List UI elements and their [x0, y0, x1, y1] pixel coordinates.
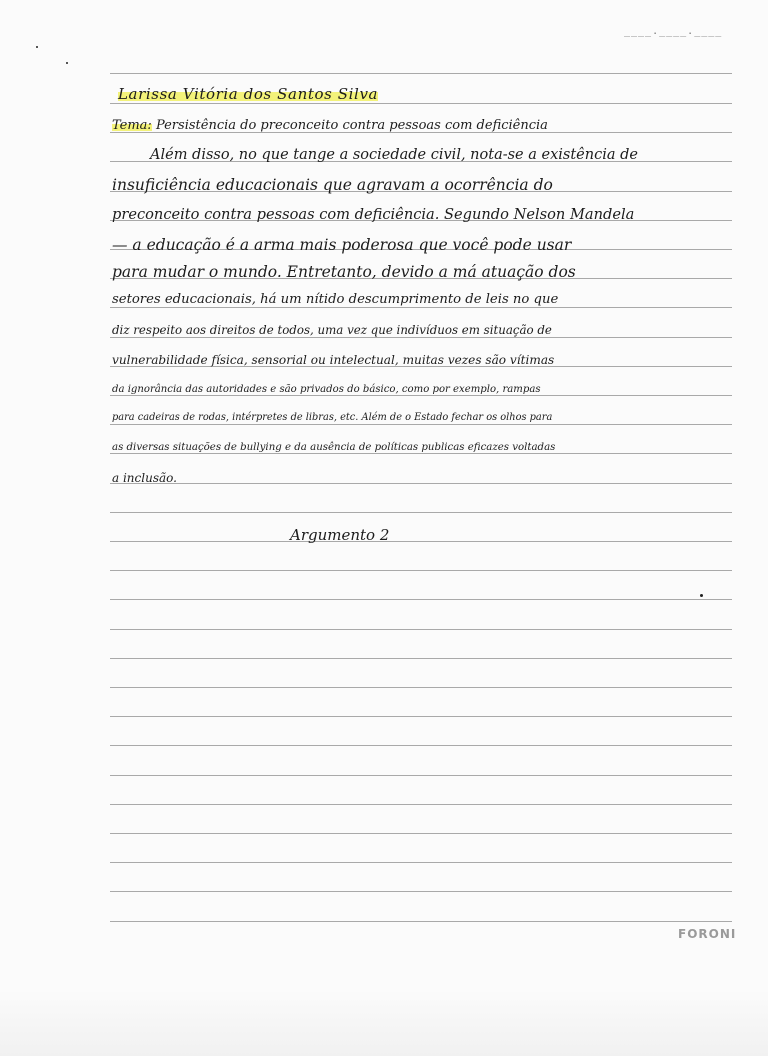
ruled-line	[110, 658, 732, 659]
ruled-line	[110, 716, 732, 717]
essay-line-6: setores educacionais, há um nítido descumprimento de leis no que	[112, 292, 559, 307]
ink-speck	[36, 46, 38, 48]
theme-text: Persistência do preconceito contra pessoas com deficiência	[155, 118, 548, 133]
ruled-line	[110, 687, 732, 688]
ruled-line	[110, 833, 732, 834]
essay-line-10: para cadeiras de rodas, intérpretes de libras, etc. Além de o Estado fechar os olhos para	[112, 412, 553, 423]
essay-line-1: Além disso, no que tange a sociedade civil, nota-se a existência de	[150, 147, 638, 163]
date-field: ____.____.____	[624, 26, 723, 37]
theme-label: Tema:	[112, 118, 152, 133]
ruled-line	[110, 745, 732, 746]
author-name	[118, 84, 740, 104]
ruled-line	[110, 891, 732, 892]
ruled-line	[110, 599, 732, 600]
essay-line-11: as diversas situações de bullying e da ausência de políticas publicas eficazes voltadas	[112, 442, 556, 453]
essay-line-4: — a educação é a arma mais poderosa que você pode usar	[112, 236, 572, 254]
ruled-line	[110, 775, 732, 776]
essay-line-8: vulnerabilidade física, sensorial ou intelectual, muitas vezes são vítimas	[112, 353, 555, 367]
essay-line-7: diz respeito aos direitos de todos, uma vez que indivíduos em situação de	[112, 323, 552, 337]
essay-line-5: para mudar o mundo. Entretanto, devido a má atuação dos	[112, 263, 576, 281]
ruled-line	[110, 570, 732, 571]
author-highlight: Larissa Vitória dos Santos Silva	[118, 85, 379, 103]
scan-edge	[0, 990, 768, 1056]
essay-line-9: da ignorância das autoridades e são privados do básico, como por exemplo, rampas	[112, 384, 541, 395]
notebook-brand-logo: FORONI	[678, 927, 737, 941]
ink-speck	[700, 594, 703, 597]
essay-line-2: insuficiência educacionais que agravam a ocorrência do	[112, 176, 553, 194]
ink-speck	[66, 62, 68, 64]
ruled-line	[110, 921, 732, 922]
section-heading: Argumento 2	[290, 526, 390, 544]
ruled-line	[110, 629, 732, 630]
ruled-line	[110, 804, 732, 805]
ruled-line	[110, 512, 732, 513]
ruled-line	[110, 73, 732, 74]
theme-line	[112, 116, 734, 136]
ruled-line	[110, 862, 732, 863]
essay-line-3: preconceito contra pessoas com deficiência. Segundo Nelson Mandela	[112, 206, 635, 223]
essay-line-12: a inclusão.	[112, 471, 177, 485]
